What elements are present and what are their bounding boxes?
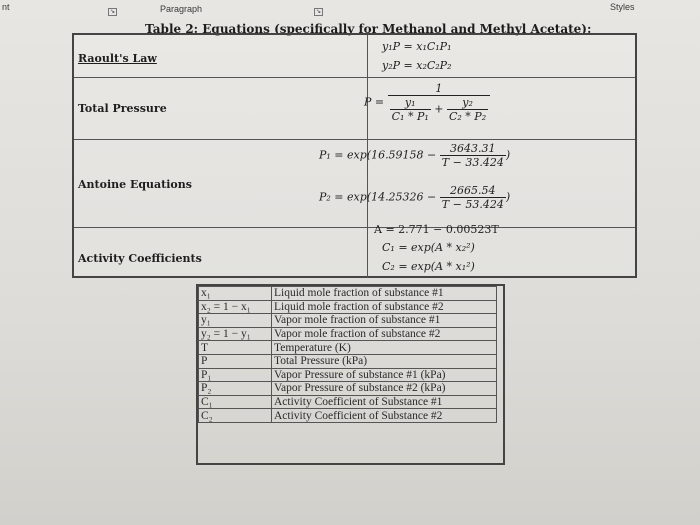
equation-row-antoine xyxy=(74,139,635,227)
variable-symbol: C₂ xyxy=(199,409,272,423)
term2-denominator: C₂ * P₂ xyxy=(448,110,487,123)
equation-label: Activity Coefficients xyxy=(78,252,202,265)
variable-symbol: P₁ xyxy=(199,368,272,382)
variable-description: Vapor Pressure of substance #2 (kPa) xyxy=(272,382,497,396)
variable-symbol: C₁ xyxy=(199,395,272,409)
variable-row xyxy=(199,395,497,409)
equation-label: Raoult's Law xyxy=(78,52,157,65)
variable-symbol: T xyxy=(199,341,272,355)
antoine-p2-numerator: 2665.54 xyxy=(440,184,506,198)
variable-description: Activity Coefficient of Substance #2 xyxy=(272,409,497,423)
variable-row xyxy=(199,409,497,423)
variable-row xyxy=(199,341,497,355)
variable-row xyxy=(199,300,497,314)
variable-description: Liquid mole fraction of substance #2 xyxy=(272,300,497,314)
antoine-p2-equation xyxy=(319,184,510,211)
variables-table xyxy=(198,286,497,423)
antoine-p2-denominator: T − 53.424 xyxy=(441,198,504,211)
total-pressure-lhs: P = xyxy=(364,95,385,109)
variable-row xyxy=(199,354,497,368)
variable-symbol: x₂ = 1 − x₁ xyxy=(199,300,272,314)
term2-numerator: y₂ xyxy=(447,96,488,110)
ribbon-fragment xyxy=(0,0,700,20)
antoine-p1-numerator: 3643.31 xyxy=(440,142,506,156)
equation-line: y₂P = x₂C₂P₂ xyxy=(382,59,452,72)
variable-symbol: y₂ = 1 − y₁ xyxy=(199,327,272,341)
variable-description: Vapor Pressure of substance #1 (kPa) xyxy=(272,368,497,382)
variable-description: Vapor mole fraction of substance #1 xyxy=(272,314,497,328)
variable-symbol: P₂ xyxy=(199,382,272,396)
plus-sign: + xyxy=(434,102,444,116)
equation-label: Antoine Equations xyxy=(78,178,192,191)
table-title-text: Equations (specifically for Methanol and Methyl Acetate): xyxy=(202,22,592,36)
term1-denominator: C₁ * P₁ xyxy=(391,110,429,123)
equation-line: A = 2.771 − 0.00523T xyxy=(374,223,499,236)
antoine-p1-lhs: P₁ = exp(16.59158 − xyxy=(319,148,437,162)
equation-label: Total Pressure xyxy=(78,102,167,115)
variable-symbol: P xyxy=(199,354,272,368)
paragraph-group-label: Paragraph xyxy=(160,4,203,14)
paragraph-launcher-icon[interactable]: ↘ xyxy=(315,9,322,15)
variable-row xyxy=(199,314,497,328)
equations-table xyxy=(72,33,637,278)
total-pressure-equation xyxy=(364,82,490,123)
antoine-p2-lhs: P₂ = exp(14.25326 − xyxy=(319,190,437,204)
ribbon-left-fragment: nt xyxy=(2,2,10,12)
equation-row-raoult xyxy=(74,35,635,77)
variable-description: Liquid mole fraction of substance #1 xyxy=(272,287,497,301)
antoine-p1-close: ) xyxy=(505,148,511,162)
antoine-p1-equation xyxy=(319,142,510,169)
term1-numerator: y₁ xyxy=(390,96,431,110)
total-pressure-numerator: 1 xyxy=(388,82,491,96)
variable-row xyxy=(199,382,497,396)
dialog-launcher-icon[interactable]: ↘ xyxy=(109,9,116,15)
variable-row xyxy=(199,327,497,341)
variable-description: Vapor mole fraction of substance #2 xyxy=(272,327,497,341)
equation-row-total-pressure xyxy=(74,77,635,139)
variable-row xyxy=(199,287,497,301)
equation-line: C₂ = exp(A * x₁²) xyxy=(382,260,475,273)
antoine-p2-close: ) xyxy=(505,190,511,204)
variable-description: Activity Coefficient of Substance #1 xyxy=(272,395,497,409)
antoine-p1-denominator: T − 33.424 xyxy=(441,156,504,169)
variable-symbol: x₁ xyxy=(199,287,272,301)
equation-line: y₁P = x₁C₁P₁ xyxy=(382,40,452,53)
styles-group-label: Styles xyxy=(610,2,635,12)
variable-description: Total Pressure (kPa) xyxy=(272,354,497,368)
equation-line: C₁ = exp(A * x₂²) xyxy=(382,241,475,254)
variable-row xyxy=(199,368,497,382)
equation-row-activity xyxy=(74,223,635,278)
variable-description: Temperature (K) xyxy=(272,341,497,355)
variable-symbol: y₁ xyxy=(199,314,272,328)
table-title-prefix: Table 2: xyxy=(145,22,203,36)
